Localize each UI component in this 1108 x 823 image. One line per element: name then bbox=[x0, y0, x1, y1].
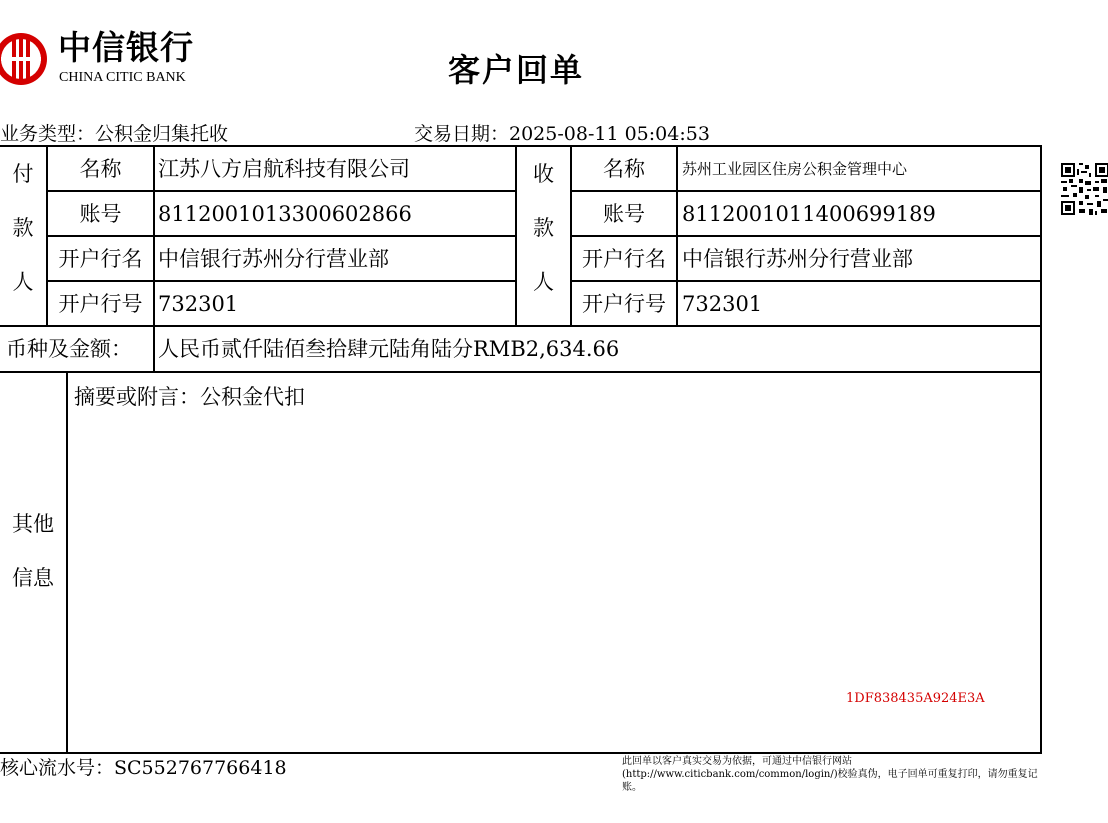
bank-name-en: CHINA CITIC BANK bbox=[59, 70, 186, 85]
amount-label: 币种及金额： bbox=[6, 337, 132, 361]
trade-date: 交易日期：2025-08-11 05:04:53 bbox=[414, 123, 710, 145]
qr-code-icon bbox=[1061, 163, 1108, 215]
other-section-label: 其他 信息 bbox=[12, 512, 54, 590]
payee-bank-code-label: 开户行号 bbox=[582, 292, 666, 316]
payee-name: 苏州工业园区住房公积金管理中心 bbox=[682, 160, 908, 178]
citic-logo-icon bbox=[0, 30, 50, 88]
payee-account-label: 账号 bbox=[603, 202, 645, 226]
payee-bank-name: 中信银行苏州分行营业部 bbox=[682, 247, 913, 271]
bank-logo bbox=[0, 28, 220, 90]
receipt-table bbox=[0, 145, 1042, 754]
verification-note: 此回单以客户真实交易为依据，可通过中信银行网站(http://www.citicbank.com/common/login/)校验真伪，电子回单可重复打印，请勿重复记账。 bbox=[622, 756, 1038, 793]
business-type: 业务类型：公积金归集托收 bbox=[0, 123, 229, 145]
core-serial: 核心流水号：SC552767766418 bbox=[0, 757, 287, 779]
payer-bank-name-label: 开户行名 bbox=[58, 247, 143, 271]
payer-account-label: 账号 bbox=[79, 202, 122, 226]
payee-name-label: 名称 bbox=[603, 157, 645, 181]
payer-bank-code: 732301 bbox=[158, 292, 239, 316]
payee-bank-name-label: 开户行名 bbox=[582, 247, 666, 271]
page-title: 客户回单 bbox=[448, 51, 585, 89]
payer-account: 8112001013300602866 bbox=[158, 202, 412, 226]
payee-bank-code: 732301 bbox=[682, 292, 763, 316]
bank-name-cn: 中信银行 bbox=[58, 28, 194, 67]
amount-value: 人民币贰仟陆佰叁拾肆元陆角陆分RMB2,634.66 bbox=[158, 337, 620, 361]
payer-bank-name: 中信银行苏州分行营业部 bbox=[158, 247, 389, 271]
document-serial: 1DF838435A924E3A bbox=[846, 691, 985, 706]
payee-section-label: 收 款 人 bbox=[533, 162, 554, 294]
payer-bank-code-label: 开户行号 bbox=[58, 292, 143, 316]
payer-name: 江苏八方启航科技有限公司 bbox=[158, 157, 410, 181]
payer-section-label: 付 款 人 bbox=[12, 162, 34, 294]
payee-account: 8112001011400699189 bbox=[682, 202, 936, 226]
memo: 摘要或附言：公积金代扣 bbox=[74, 385, 305, 409]
payer-name-label: 名称 bbox=[79, 157, 122, 181]
